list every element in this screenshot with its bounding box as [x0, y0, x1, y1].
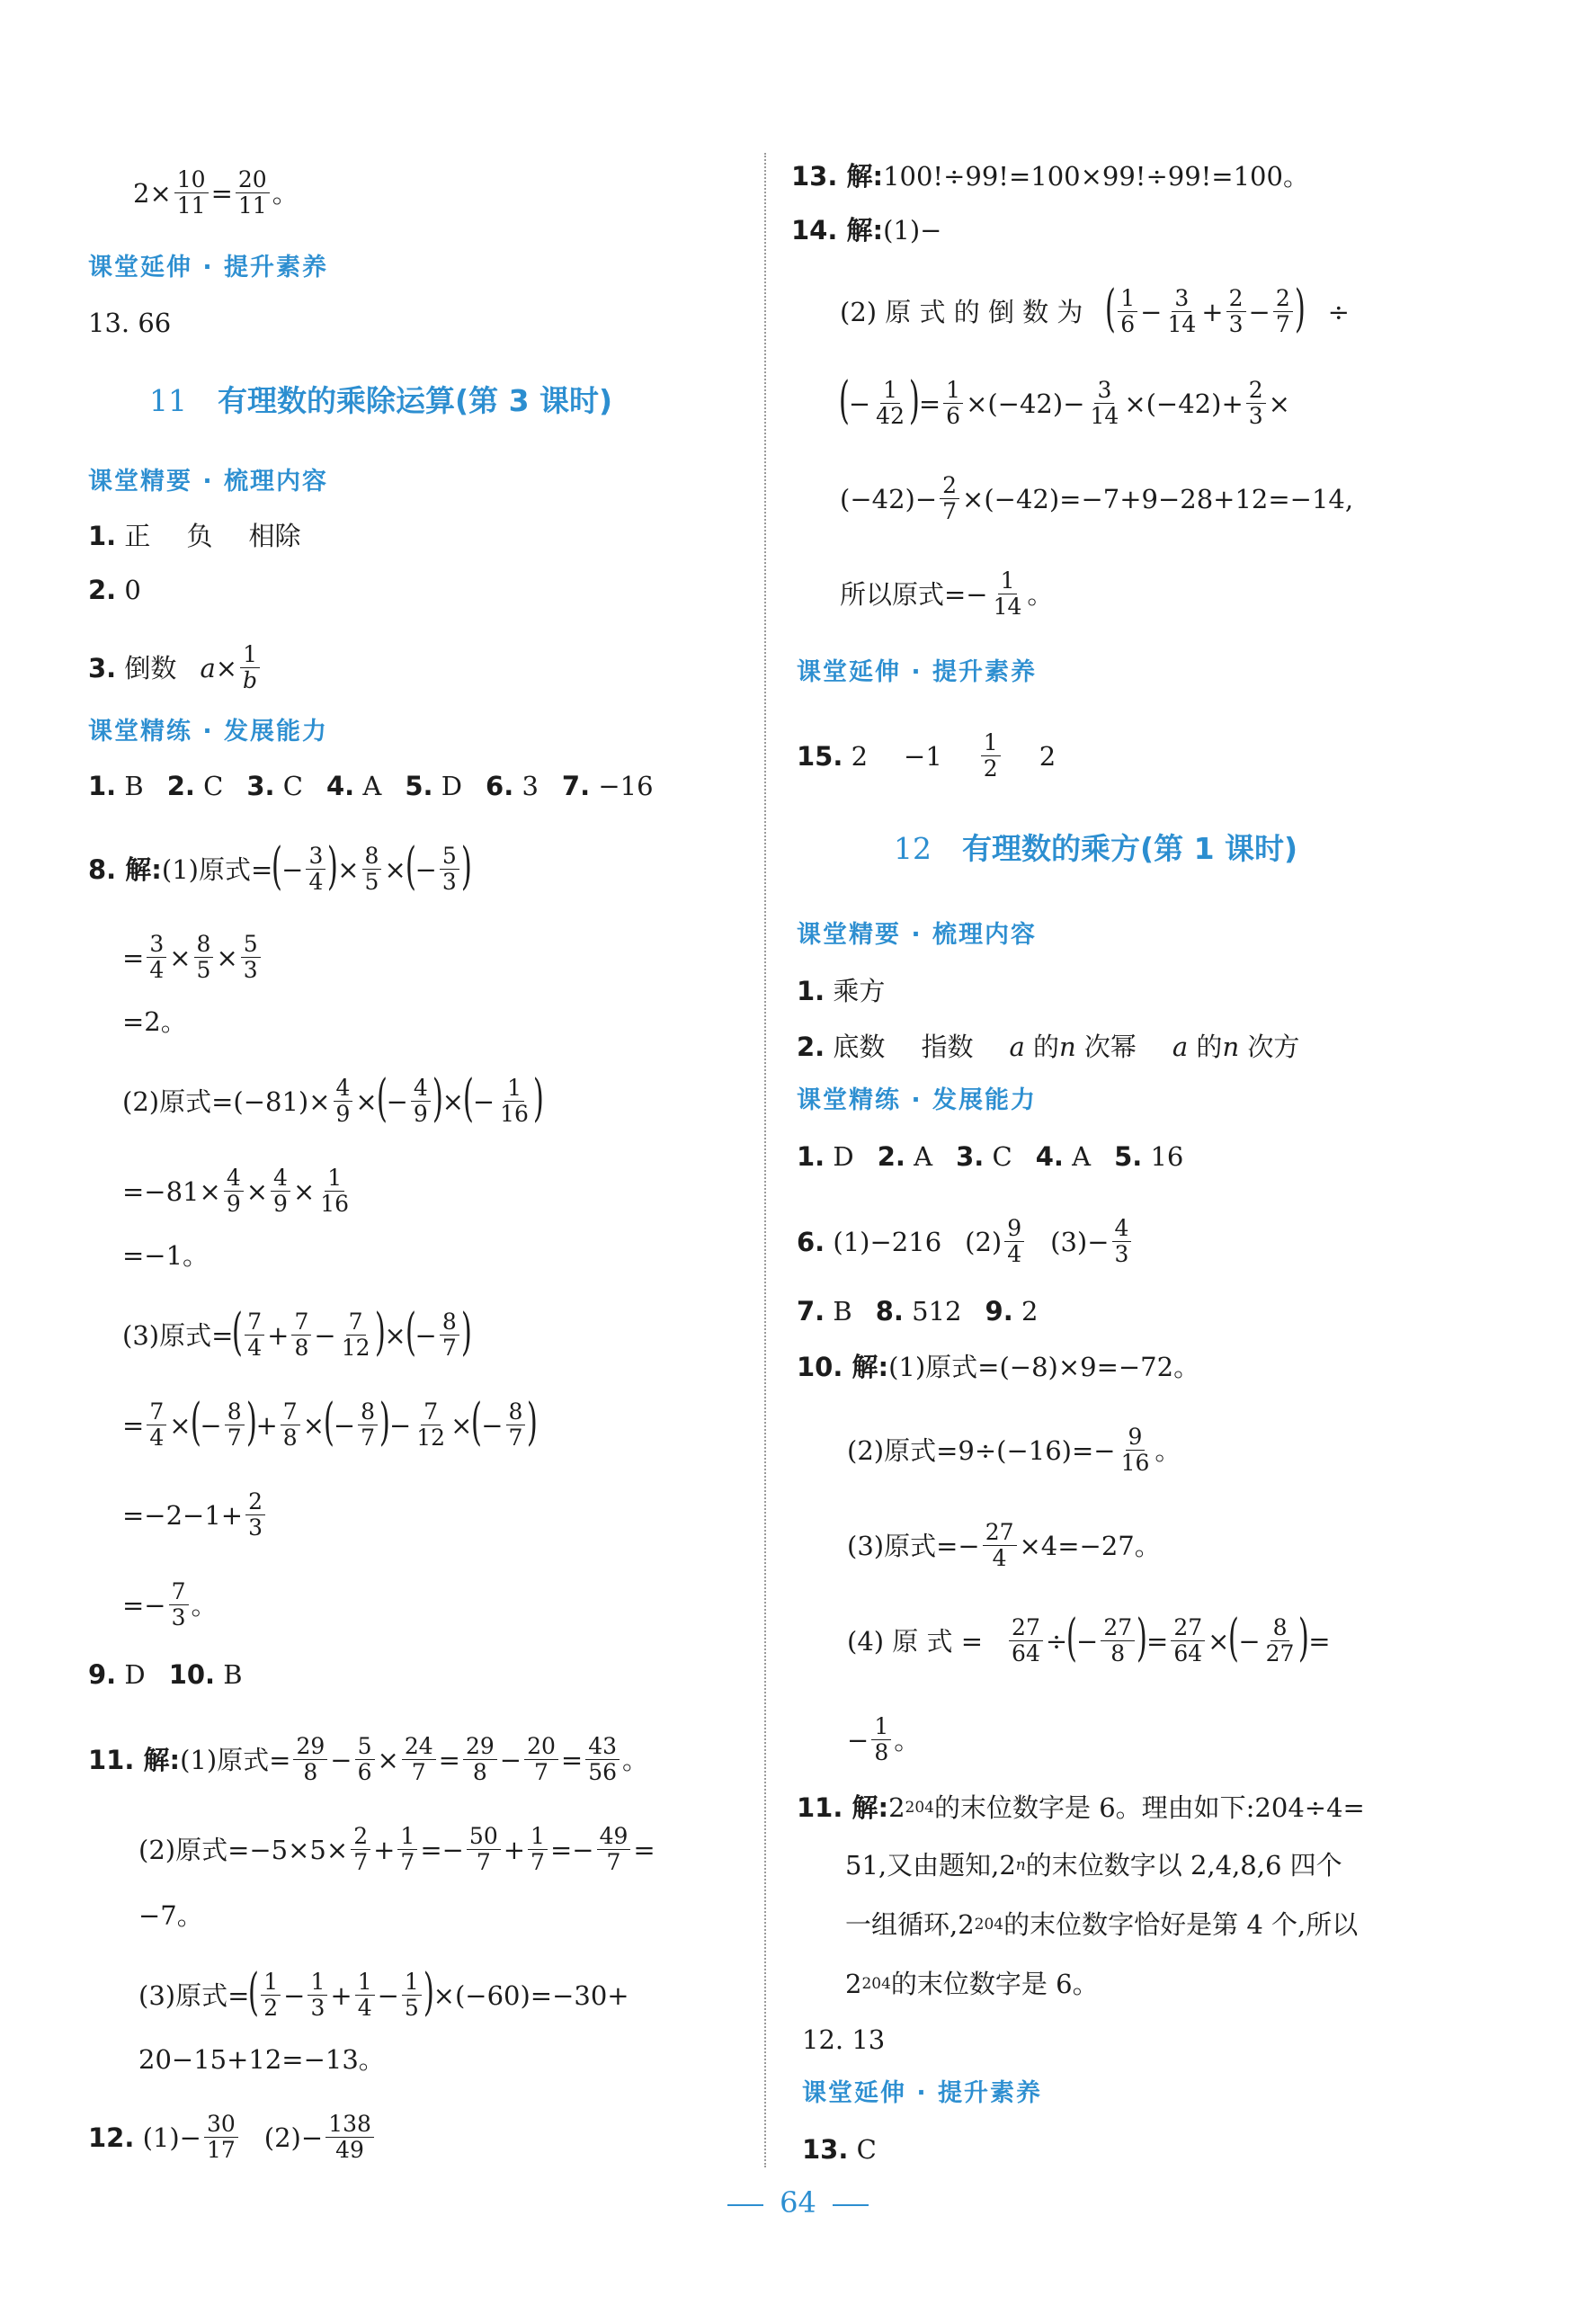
q11-right-line-1: 11. 解: 2 204 的末位数字是 6。理由如下:204÷4= [797, 1792, 1365, 1823]
answer-top-expression: 2× $\frac{10}{11}$ = $\frac{20}{11}$ 。 [133, 166, 299, 219]
review-answer-1: 1. 正 负 相除 [88, 521, 301, 551]
q14-line-3: ( − $\frac{1}{42}$ ) = $\frac{1}{6}$ ×(−42)− $\frac{3}{14}$ ×(−42)+ $\frac{2}{3}$ × [838, 371, 1290, 430]
q8-line-8: = $\frac{7}{4}$ × ( − $\frac{8}{7}$ ) + $\frac{7}{8}$ × ( − $\frac{8}{7}$ ) − $\frac{7}{12}$ × ( − $\frac{8}{7}$ ) [122, 1392, 539, 1452]
q14-line-4: (−42)− $\frac{2}{7}$ ×(−42)=−7+9−28+12=−14, [840, 472, 1354, 524]
q12-right: 12. 13 [802, 2024, 886, 2055]
answer-13: 13. 66 [88, 308, 172, 338]
q10-line-1: 10. 解: (1)原式=(−8)×9=−72。 [797, 1352, 1200, 1382]
answers-7-9: 7. B 8. 512 9. 2 [797, 1296, 1039, 1327]
q10-line-5: − $\frac{1}{8}$ 。 [847, 1713, 921, 1765]
page-number-dash-left [727, 2204, 763, 2206]
q8-line-3: =2。 [122, 1006, 187, 1037]
q14-line-2: (2) 原 式 的 倒 数 为 ( $\frac{1}{6}$ − $\frac{3}{14}$ + $\frac{2}{3}$ − $\frac{2}{7}$ ) ÷ [840, 279, 1350, 338]
q6-answers: 6. (1)−216 (2) $\frac{9}{4}$ (3)− $\frac{4}{3}$ [797, 1216, 1134, 1267]
section-heading-extension: 课堂延伸 · 提升素养 [88, 254, 329, 281]
chapter-title-12: 12 有理数的乘方(第 1 课时) [894, 831, 1298, 866]
q8-line-9: =−2−1+ $\frac{2}{3}$ [122, 1489, 268, 1541]
review-answer-2-right: 2. 底数 指数 a 的 n 次幂 a 的 n 次方 [797, 1032, 1300, 1062]
practice-choice-answers-right: 1. D 2. A 3. C 4. A 5. 16 [797, 1141, 1184, 1172]
q8-line-7: (3)原式= ( $\frac{7}{4}$ + $\frac{7}{8}$ − $\frac{7}{12}$ ) × ( − $\frac{8}{7}$ ) [122, 1302, 472, 1362]
q8-line-1: 8. 解: (1)原式= ( − $\frac{3}{4}$ ) × $\frac{8}{5}$ × ( − $\frac{5}{3}$ ) [88, 836, 472, 896]
q8-line-4: (2)原式=(−81)× $\frac{4}{9}$ × ( − $\frac{4}{9}$ ) × ( − $\frac{1}{16}$ ) [122, 1068, 544, 1128]
q8-line-6: =−1。 [122, 1240, 210, 1271]
review-answer-2: 2. 0 [88, 575, 141, 605]
q14-line-5: 所以原式=− $\frac{1}{14}$ 。 [840, 567, 1054, 620]
right-q13: 13. 解: 100!÷99!=100×99!÷99!=100。 [791, 161, 1309, 192]
review-answer-1-right: 1. 乘方 [797, 976, 886, 1006]
q11-right-line-4: 2 204 的末位数字是 6。 [845, 1969, 1099, 1999]
q11-line-3: −7。 [138, 1900, 203, 1931]
q10-line-4: (4) 原 式 = $\frac{27}{64}$ ÷ ( − $\frac{27}{8}$ ) = $\frac{27}{64}$ × ( − $\frac{8}{27}$ ) = [847, 1608, 1331, 1667]
q10-line-2: (2)原式=9÷(−16)=− $\frac{9}{16}$ 。 [847, 1424, 1181, 1476]
answers-9-10: 9. D 10. B [88, 1659, 243, 1690]
q11-line-4: (3)原式= ( $\frac{1}{2}$ − $\frac{1}{3}$ + $\frac{1}{4}$ − $\frac{1}{5}$ ) ×(−60)=−30+ [138, 1962, 629, 2022]
q11-line-1: 11. 解: (1)原式= $\frac{29}{8}$ − $\frac{5}{6}$ × $\frac{24}{7}$ = $\frac{29}{8}$ − $\frac{20}{7}$ = $\frac{43}{56}$ 。 [88, 1733, 649, 1785]
q12-answers: 12. (1)− $\frac{30}{17}$ (2)− $\frac{138}{49}$ [88, 2112, 377, 2163]
q10-line-3: (3)原式=− $\frac{27}{4}$ ×4=−27。 [847, 1519, 1161, 1571]
fraction: $\frac{20}{11}$ [236, 167, 270, 219]
section-heading-extension-2: 课堂延伸 · 提升素养 [797, 658, 1038, 686]
review-answer-3: 3. 倒数 a× $\frac{1}{b}$ [88, 642, 263, 693]
fraction: $\frac{10}{11}$ [174, 167, 209, 219]
q11-right-line-2: 51,又由题知,2 n 的末位数字以 2,4,8,6 四个 [845, 1850, 1342, 1881]
section-heading-essentials: 课堂精要 · 梳理内容 [88, 468, 329, 496]
q15-answers: 15. 2 −1 $\frac{1}{2}$ 2 [797, 729, 1057, 782]
q11-right-line-3: 一组循环,2 204 的末位数字恰好是第 4 个,所以 [845, 1909, 1359, 1940]
fraction: $\frac{1}{b}$ [240, 642, 260, 693]
chapter-title-11: 11 有理数的乘除运算(第 3 课时) [149, 383, 613, 418]
q11-line-2: (2)原式=−5×5× $\frac{2}{7}$ + $\frac{1}{7}$ =− $\frac{50}{7}$ + $\frac{1}{7}$ =− $\frac{49}{7}$ = [138, 1823, 655, 1875]
section-heading-practice: 课堂精练 · 发展能力 [88, 718, 329, 746]
q8-line-2: = $\frac{3}{4}$ × $\frac{8}{5}$ × $\frac{5}{3}$ [122, 932, 263, 983]
practice-choice-answers: 1. B 2. C 3. C 4. A 5. D 6. 3 7. −16 [88, 771, 654, 801]
q13-right-choice: 13. C [802, 2134, 877, 2165]
section-heading-extension-3: 课堂延伸 · 提升素养 [802, 2079, 1043, 2107]
q14-line-1: 14. 解: (1)− [791, 215, 942, 246]
column-divider [764, 153, 766, 2167]
q11-line-5: 20−15+12=−13。 [138, 2044, 385, 2075]
section-heading-essentials-2: 课堂精要 · 梳理内容 [797, 921, 1038, 949]
q8-line-10: =− $\frac{7}{3}$ 。 [122, 1578, 218, 1630]
page-number: 64 [0, 2185, 1596, 2220]
q8-line-5: =−81× $\frac{4}{9}$ × $\frac{4}{9}$ × $\frac{1}{16}$ [122, 1165, 350, 1217]
page-number-dash-right [833, 2204, 869, 2206]
section-heading-practice-2: 课堂精练 · 发展能力 [797, 1086, 1038, 1114]
